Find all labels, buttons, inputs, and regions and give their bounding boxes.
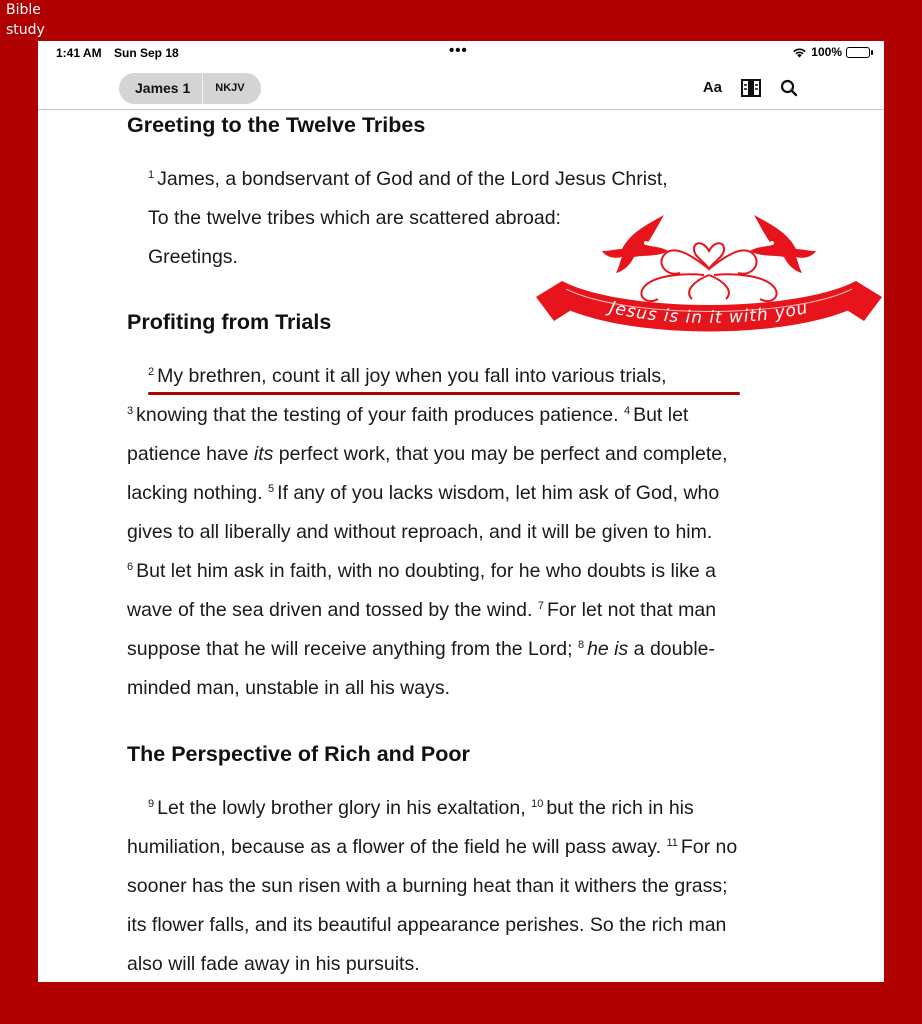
- section-heading: Greeting to the Twelve Tribes: [127, 113, 426, 137]
- banner-text: Jesus is in it with you: [607, 297, 811, 329]
- verse-number[interactable]: 4: [623, 404, 631, 417]
- wifi-icon: [792, 47, 807, 58]
- verse-line: $^9$ Let the lowly brother glory in his exaltation, $^{10}$ but the rich in his: [148, 797, 694, 819]
- right-dove-icon: [750, 215, 816, 273]
- section-heading: Profiting from Trials: [127, 310, 332, 334]
- verse-line: its flower falls, and its beautiful appearance perishes. So the rich man: [127, 914, 727, 936]
- frame-label: [6, 0, 45, 40]
- verse-line: Greetings.: [148, 246, 238, 268]
- multitasking-dots[interactable]: •••: [449, 42, 468, 59]
- frame-label-line1: Bible: [6, 2, 41, 18]
- verse-line: wave of the sea driven and tossed by the wind. $^7$ For let not that man: [127, 599, 717, 621]
- verse-line: $^2$ My brethren, count it all joy when you fall into various trials,: [148, 365, 667, 387]
- verse-line: humiliation, because as a flower of the field he will pass away. $^{11}$ For no: [127, 836, 738, 858]
- app-screen: [38, 41, 884, 982]
- version-button[interactable]: NKJV: [215, 82, 245, 94]
- verse-line: minded man, unstable in all his ways.: [127, 677, 450, 699]
- parallel-bible-icon[interactable]: [740, 78, 762, 98]
- search-icon[interactable]: [780, 79, 798, 97]
- section-heading: The Perspective of Rich and Poor: [127, 742, 470, 766]
- verse-number[interactable]: 1: [148, 168, 155, 181]
- verse-line: sooner has the sun risen with a burning heat than it withers the grass;: [127, 875, 728, 897]
- verse-line: gives to all liberally and without reproach, and it will be given to him.: [127, 521, 713, 543]
- verse-line: $^1$ James, a bondservant of God and of the Lord Jesus Christ,: [148, 168, 668, 190]
- verse-number[interactable]: 6: [127, 560, 134, 573]
- nav-bar: [38, 65, 884, 110]
- verse-number[interactable]: 11: [666, 836, 678, 849]
- book-chapter-button[interactable]: James 1: [119, 73, 203, 104]
- verse-number[interactable]: 10: [531, 797, 544, 810]
- status-bar: [38, 41, 884, 65]
- verse-line: patience have its perfect work, that you may be perfect and complete,: [127, 443, 728, 465]
- verse-number[interactable]: 8: [577, 638, 585, 651]
- battery-percent: 100%: [811, 45, 842, 59]
- verse-line: $^6$ But let him ask in faith, with no doubting, for he who doubts is like a: [127, 560, 717, 582]
- verse-line: $^3$ knowing that the testing of your faith produces patience. $^4$ But let: [127, 404, 689, 426]
- verse-line: suppose that he will receive anything from the Lord; $^8$ he is a double-: [127, 638, 715, 660]
- status-date: Sun Sep 18: [114, 46, 179, 60]
- highlight-underline: [148, 392, 740, 395]
- nav-tools: [703, 78, 798, 98]
- battery-icon: [846, 47, 870, 58]
- verse-line: also will fade away in his pursuits.: [127, 953, 420, 975]
- verse-number[interactable]: 3: [127, 404, 134, 417]
- frame-label-line2: study: [6, 22, 45, 38]
- status-indicators: [792, 45, 870, 59]
- status-time: 1:41 AM: [56, 46, 102, 60]
- verse-line: lacking nothing. $^5$ If any of you lacks wisdom, let him ask of God, who: [127, 482, 720, 504]
- verse-number[interactable]: 7: [537, 599, 544, 612]
- jesus-banner-sticker: [534, 203, 884, 363]
- text-settings-button[interactable]: Aa: [702, 79, 722, 96]
- verse-number[interactable]: 5: [267, 482, 275, 495]
- left-dove-icon: [602, 215, 668, 273]
- verse-number[interactable]: 9: [148, 797, 155, 810]
- verse-number[interactable]: 2: [148, 365, 155, 378]
- verse-line: To the twelve tribes which are scattered abroad:: [148, 207, 561, 229]
- passage-selector: [119, 73, 261, 104]
